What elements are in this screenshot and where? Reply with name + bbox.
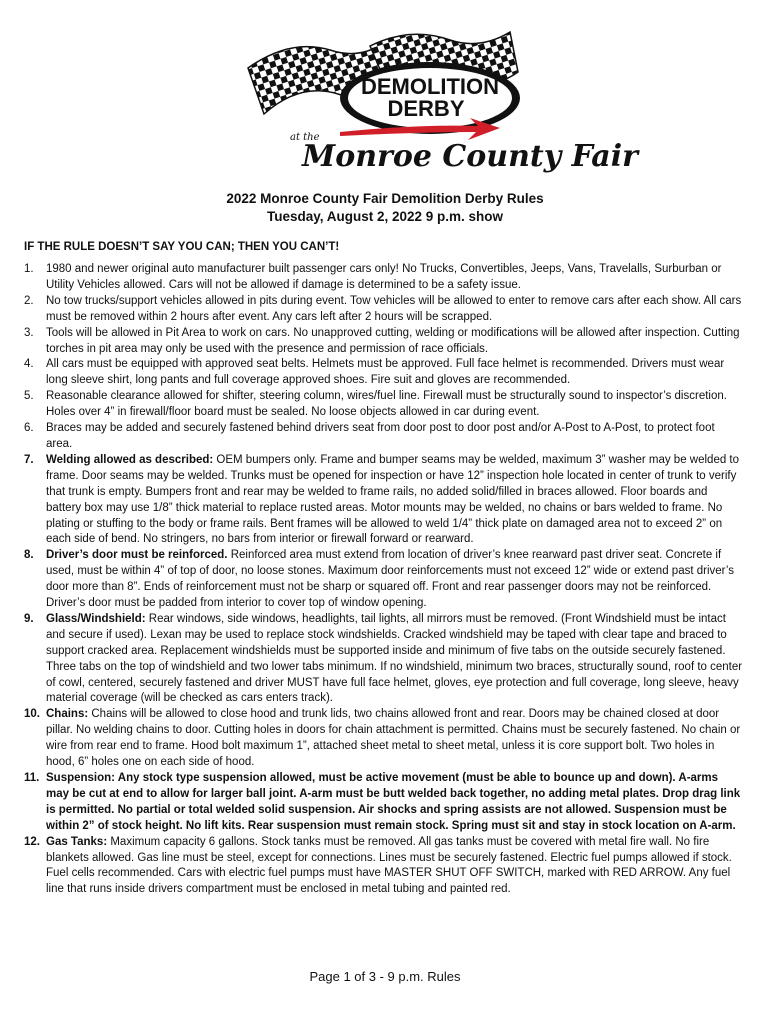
page-subtitle: Tuesday, August 2, 2022 9 p.m. show [266, 209, 504, 224]
intro-rule: IF THE RULE DOESN’T SAY YOU CAN; THEN YOU CAN’T! [24, 241, 340, 253]
page-footer: Page 1 of 3 - 9 p.m. Rules [309, 969, 461, 984]
logo-line1: DEMOLITION [360, 74, 500, 99]
rule-item [24, 707, 744, 771]
rule-item [24, 612, 744, 707]
rule-text: No tow trucks/support vehicles allowed in pits during event. Tow vehicles will be allowed to enter to remove cars after each show. All cars must be removed within 2 hours after event. Any cars left after 2 hours will be scrapped. [46, 294, 742, 323]
rule-number: 1. [24, 263, 34, 275]
rule-lead: Glass/Windshield: [46, 612, 146, 625]
logo-script: Monroe County Fair [302, 139, 638, 174]
rule-number: 2. [24, 294, 34, 307]
rule-text: Tools will be allowed in Pit Area to work on cars. No unapproved cutting, welding or modifications will be allowed after inspection. Cutting torches in pit area may only be used with the presence and permission of race officials. [46, 326, 740, 355]
rule-text: Reinforced area must extend from location of driver’s knee rearward past driver seat. Concrete if used, must be within 4” of top of door, no loose stones. Maximum door reinforcements must not exceed 12” wide or extend past driver’s door more than 8”. Ends of reinforcement must not be sharp or squared off. Front and rear passenger doors may not be reinforced. Driver’s door must be padded from interior to cover top of window opening. [46, 549, 735, 610]
rule-text: Any stock type suspension allowed, must be active movement (must be able to bounce up and down). A-arms may be cut at end to allow for larger ball joint. A-arm must be butt welded back together, no adding metal plates. Drop drag link is permitted. No partial or total welded solid suspension. Air shocks and spring assists are not allowed. Suspension must be within 2” of stock height. No lift kits. Rear suspension must remain stock. Spring must sit and stay in stock location on A-arm. [46, 772, 741, 832]
rule-number: 3. [24, 326, 34, 339]
logo-graphic [220, 28, 638, 188]
rule-item [24, 771, 744, 835]
rule-text: Maximum capacity 6 gallons. Stock tanks must be removed. All gas tanks must be covered with metal fire wall. No fire blankets allowed. Gas line must be steel, except for connections. Lines must be securely fastened. Electric fuel pumps allowed if stock. Fuel cells recommended. Cars with electric fuel pumps must have MASTER SHUT OFF SWITCH, marked with RED ARROW. Any fuel line that runs inside drivers compartment must be enclosed in metal tubing and painted red. [46, 835, 732, 896]
rule-text: OEM bumpers only. Frame and bumper seams may be welded, maximum 3” washer may be welded to frame. Door seams may be welded. Trunks must be opened for inspection or have 12” inspection hole located in center of trunk to verify that trunk is empty. Bumpers front and rear may be welded to frame rails, no added solid/filled in braces allowed. Floor boards and battery box may use 1/8” thick material to replace rusted areas. Motor mounts may be welded, no chains or bars welded to frame. No plating or stuffing to the body or frame rails. Bent frames will be allowed to weld 1/4” thick plate on damaged area not to exceed 2” on each side of bend. No stringers, no bars from interior or firewall forward or rearward. [46, 453, 740, 546]
rule-text: 1980 and newer original auto manufacturer built passenger cars only! No Trucks, Convertibles, Jeeps, Vans, Travelalls, Surburban or Utility Vehicles allowed. Cars will not be allowed if damage is determined to be a safety issue. [46, 263, 722, 291]
rule-number: 7. [24, 453, 34, 466]
demolition-derby-logo [220, 28, 638, 188]
rule-number: 9. [24, 612, 34, 625]
rule-lead: Driver’s door must be reinforced. [46, 549, 228, 562]
rule-number: 4. [24, 358, 34, 371]
page-title: 2022 Monroe County Fair Demolition Derby Rules [226, 191, 544, 206]
rule-item [24, 421, 744, 453]
rule-item [24, 357, 744, 389]
rule-text: Chains will be allowed to close hood and trunk lids, two chains allowed front and rear. Doors may be chained closed at door pillar. No welding chains to door. Cutting holes in doors for chain attachment is permitted. Chains must be securely fastened. No chain or wire from rear end to frame. Hood bolt maximum 1”, attached sheet metal to sheet metal, unless it is core support bolt. Two holes in hood, 6” holes one on each side of hood. [46, 708, 741, 769]
logo-at-the: at the [290, 132, 320, 143]
rule-lead: Chains: [46, 708, 89, 721]
rule-number: 10. [24, 708, 40, 721]
rule-item [24, 548, 744, 612]
rule-item [24, 389, 744, 421]
rules-list [24, 262, 744, 898]
rule-item [24, 835, 744, 899]
rule-item [24, 326, 744, 358]
rule-item [24, 262, 744, 294]
rule-lead: Welding allowed as described: [46, 453, 214, 466]
rule-item [24, 294, 744, 326]
rule-number: 8. [24, 549, 34, 562]
rule-text: Rear windows, side windows, headlights, tail lights, all mirrors must be removed. (Front Windshield must be intact and secure if used). Lexan may be used to replace stock windshields. Cracked windshield may be taped with clear tape and braced to support cracked area. Replacement windshields must be supported inside and minimum of five tabs on the outside securely fastened. Three tabs on the top of windshield and two lower tabs minimum. If no windshield, minimum two braces, structurally sound, roof to center of cowl, centered, securely fastened and driver MUST have full face helmet, gloves, eye protection and full coverage, long sleeve, heavy material coverage (will be checked as cars enters track). [46, 612, 743, 705]
rule-text: Braces may be added and securely fastened behind drivers seat from door post to door post and/or A-Post to A-Post, to protect foot area. [46, 422, 715, 450]
rule-number: 12. [24, 835, 40, 848]
rule-item [24, 453, 744, 548]
rule-number: 5. [24, 390, 34, 403]
rule-lead: Suspension: [46, 772, 116, 784]
title-block [0, 190, 770, 226]
rule-number: 11. [24, 772, 40, 784]
rule-text: All cars must be equipped with approved seat belts. Helmets must be approved. Full face helmet is recommended. Drivers must wear long sleeve shirt, long pants and full coverage approved shoes. Fire suit and gloves are recommended. [46, 358, 725, 387]
logo-line2: DERBY [387, 96, 465, 121]
rule-number: 6. [24, 422, 34, 435]
rule-lead: Gas Tanks: [46, 835, 108, 848]
rule-text: Reasonable clearance allowed for shifter, steering column, wires/fuel line. Firewall must be structurally sound to inspector’s discretion. Holes over 4” in firewall/floor board must be sealed. No loose objects allowed in car during event. [46, 390, 727, 419]
